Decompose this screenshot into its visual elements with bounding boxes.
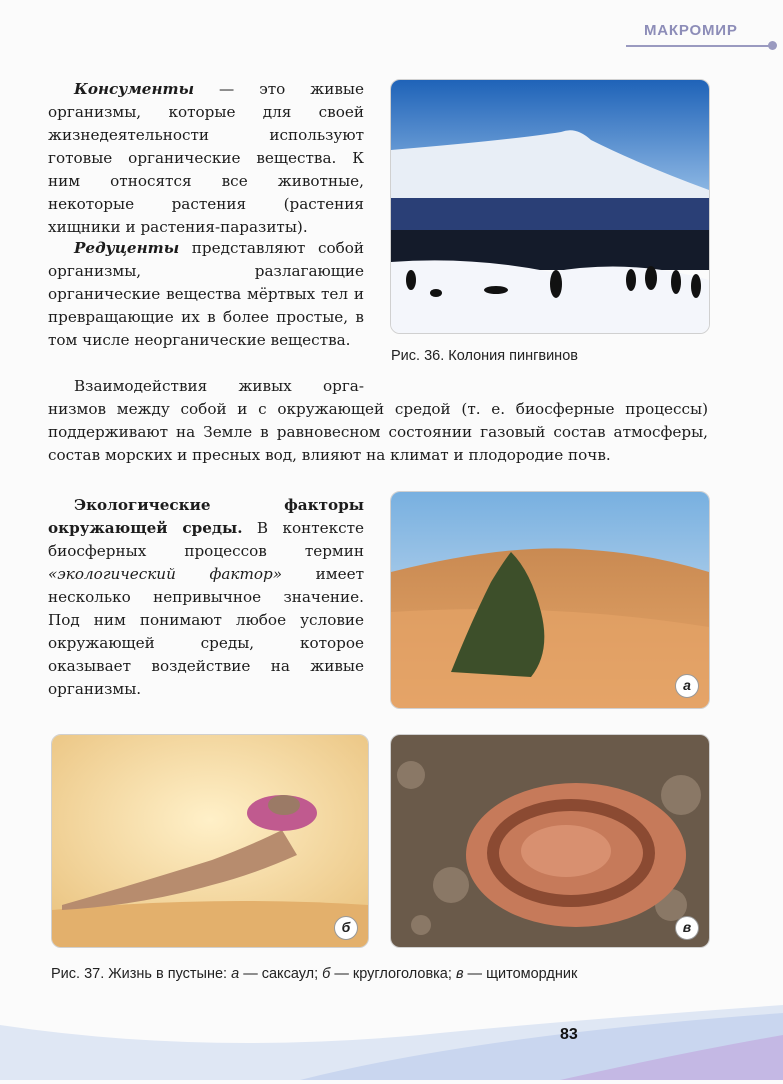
interaction-text-wide: низмов между собой и с окружающей средой (т. е. биосферные процессы) поддерживают на Земле в равновесном состоянии газовый состав атмосферы, состав морских и пресных вод, влияют на климат и плодородие почв. <box>48 400 708 464</box>
penguin-colony-photo <box>390 79 710 334</box>
badge-v: в <box>675 916 699 940</box>
interaction-text-narrow: Взаимодействия живых орга- <box>74 377 364 395</box>
fig37-b-text: — круглоголовка; <box>330 966 456 982</box>
toad-headed-agama-photo <box>51 734 369 948</box>
footer-decoration <box>0 995 783 1080</box>
fig37-v-text: — щитомордник <box>463 966 578 982</box>
paragraph-factors <box>48 494 364 701</box>
factors-text1: В контексте биосферных процессов термин <box>48 519 364 560</box>
section-header-tab <box>626 16 773 46</box>
term-consumers: Консументы <box>74 80 195 98</box>
figure-36-caption: Рис. 36. Колония пингвинов <box>391 348 578 364</box>
reducers-text: представляют собой организмы, разлагающие органические вещества мёртвых тел и превращающие их в более простые, в том числе неорганические вещества. <box>48 239 364 349</box>
paragraph-reducers <box>48 237 364 352</box>
header-rule <box>626 45 771 47</box>
paragraph-consumers <box>48 78 364 239</box>
paragraph-interaction <box>48 398 708 467</box>
page-number: 83 <box>560 1026 578 1043</box>
fig37-a-letter: а <box>231 966 240 982</box>
fig37-b-letter: б <box>322 966 331 982</box>
copperhead-snake-photo <box>390 734 710 948</box>
saxaul-desert-photo <box>390 491 710 709</box>
term-factors: Экологические факторы окружающей среды. <box>48 496 364 537</box>
section-title: МАКРОМИР <box>644 22 738 39</box>
fig37-a-text: — саксаул; <box>239 966 323 982</box>
badge-a: а <box>675 674 699 698</box>
fig37-prefix: Рис. 37. Жизнь в пустыне: <box>51 966 232 982</box>
factors-text2: имеет несколько непривычное значение. Под ним понимают любое условие окружающей среды, которое оказывает воздействие на живые организмы. <box>48 565 364 698</box>
figure-37-caption <box>51 966 577 982</box>
factors-quote: «экологический фактор» <box>48 565 283 583</box>
term-reducers: Редуценты <box>74 239 180 257</box>
header-dot <box>768 41 777 50</box>
fig37-v-letter: в <box>455 966 464 982</box>
badge-b: б <box>334 916 358 940</box>
paragraph-interaction-line1 <box>48 375 364 398</box>
consumers-text: — это живые организмы, которые для своей жизнедеятельности используют готовые органические вещества. К ним относятся все животные, некоторые растения (растения хищники и растения-паразиты). <box>48 80 364 236</box>
